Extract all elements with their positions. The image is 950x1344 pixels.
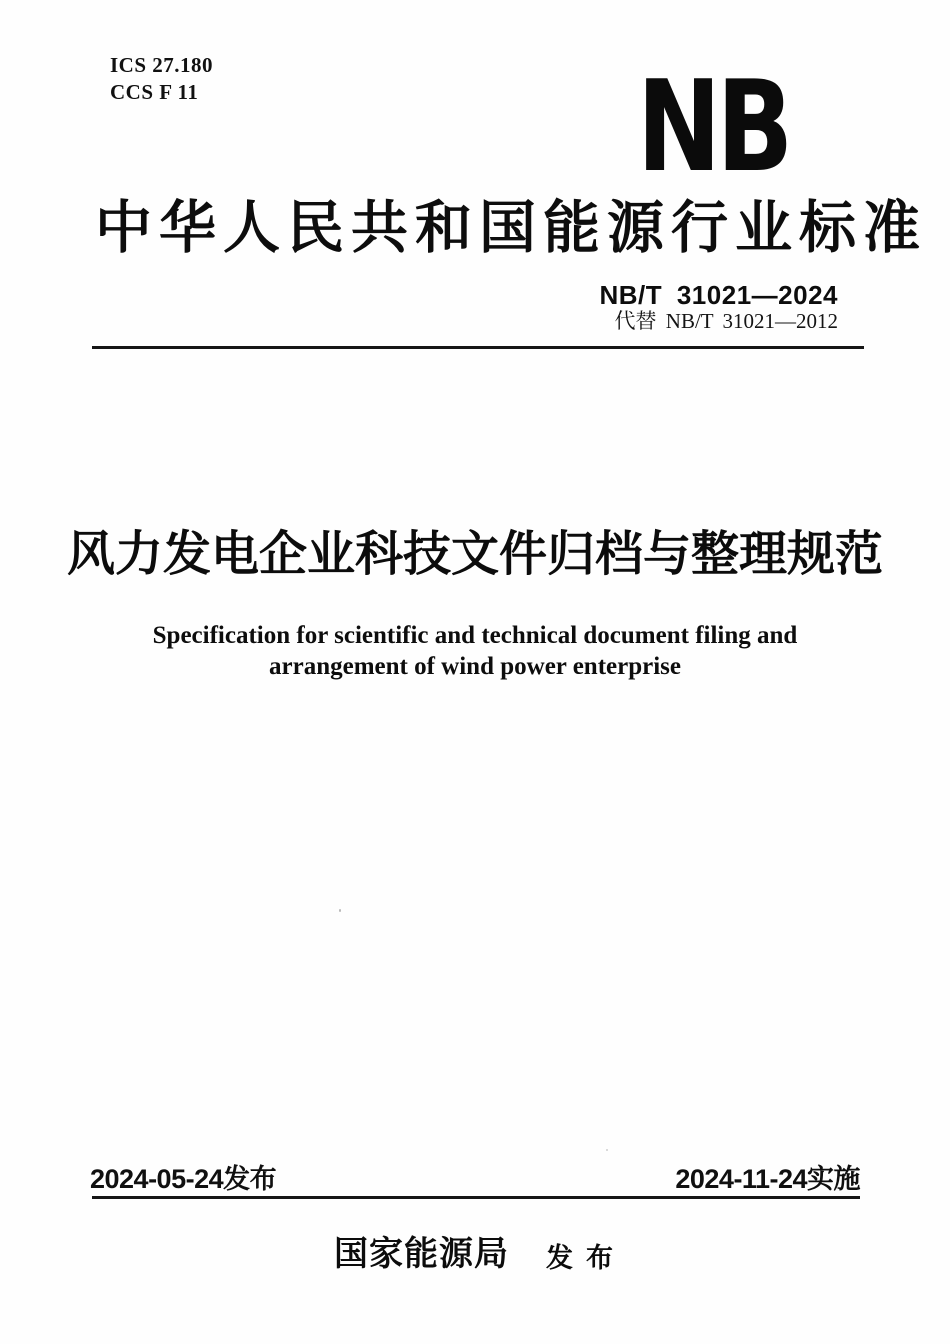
scan-speck [339, 909, 341, 912]
publisher-name: 国家能源局 [334, 1236, 509, 1273]
implement-date: 2024-11-24实施 [675, 1164, 860, 1194]
standard-number: NB/T 31021—2024 [599, 280, 838, 310]
document-title-en-line1: Specification for scientific and technical document filing and [152, 622, 798, 649]
standard-body-title: 中华人民共和国能源行业标准 [95, 197, 927, 260]
footer-divider-rule [92, 1196, 860, 1199]
nb-logo: NB [636, 53, 788, 200]
replaces-note: 代替 NB/T 31021—2012 [614, 309, 838, 333]
header-divider-rule [92, 346, 864, 349]
ics-code: ICS 27.180 [110, 53, 214, 77]
publish-label: 发布 [546, 1243, 626, 1273]
document-title-en [0, 620, 950, 682]
scan-speck [606, 1149, 608, 1151]
document-title-en-line2: arrangement of wind power enterprise [269, 653, 681, 680]
document-title-zh: 风力发电企业科技文件归档与整理规范 [66, 528, 883, 581]
issue-date: 2024-05-24发布 [90, 1164, 277, 1194]
ccs-code: CCS F 11 [110, 80, 199, 104]
